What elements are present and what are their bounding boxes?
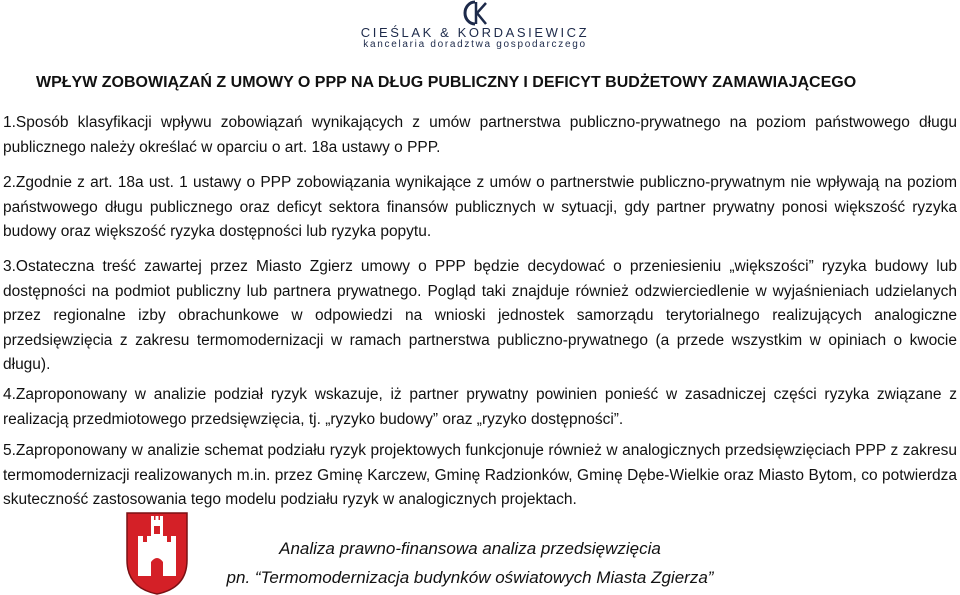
document-title: WPŁYW ZOBOWIĄZAŃ Z UMOWY O PPP NA DŁUG PUBLICZNY I DEFICYT BUDŻETOWY ZAMAWIAJĄCEGO [36, 74, 857, 91]
logo-tagline: kancelaria doradztwa gospodarczego [363, 39, 587, 50]
paragraph-1: 1.Sposób klasyfikacji wpływu zobowiązań wynikających z umów partnerstwa publiczno-prywatnego na poziom państwowego długu publicznego należy określać w oparciu o art. 18a ustawy o PPP. [3, 114, 957, 156]
company-logo [355, 0, 595, 52]
zgierz-coat-of-arms-icon [124, 510, 190, 595]
footer-caption [200, 534, 740, 592]
paragraph-3: 3.Ostateczna treść zawartej przez Miasto Zgierz umowy o PPP będzie decydować o przeniesieniu „większości” ryzyka budowy lub dostępności na podmiot publiczny lub partnera prywatnego. Pogląd taki znajduje również odzwierciedlenie w wyjaśnieniach udzielanych przez regionalne izby obrachunkowe w odpowiedzi na wnioski jednostek samorządu terytorialnego realizujących analogiczne przedsięwzięcia z zakresu termomodernizacji w ramach partnerstwa publiczno-prywatnego (a przede wszystkim w opiniach o kwocie długu). [3, 258, 957, 373]
ck-monogram-icon [458, 0, 490, 26]
paragraph-4: 4.Zaproponowany w analizie podział ryzyk wskazuje, iż partner prywatny powinien ponieść w zasadniczej części ryzyka związane z realizacją przedmiotowego przedsięwzięcia, tj. „ryzyko budowy” oraz „ryzyko dostępności”. [3, 386, 957, 428]
paragraph-2: 2.Zgodnie z art. 18a ust. 1 ustawy o PPP zobowiązania wynikające z umów o partnerstwie publiczno-prywatnym nie wpływają na poziom państwowego długu publicznego oraz deficyt sektora finansów publicznych w sytuacji, gdy partner prywatny ponosi większość ryzyka budowy oraz większość ryzyka dostępności lub ryzyka popytu. [3, 174, 957, 240]
logo-company-name: CIEŚLAK & KORDASIEWICZ [360, 25, 590, 40]
footer-line-1: Analiza prawno-finansowa analiza przedsięwzięcia [279, 539, 661, 558]
footer-line-2: pn. “Termomodernizacja budynków oświatowych Miasta Zgierza” [226, 568, 714, 587]
paragraph-5: 5.Zaproponowany w analizie schemat podziału ryzyk projektowych funkcjonuje również w analogicznych przedsięwzięciach PPP z zakresu termomodernizacji realizowanych m.in. przez Gminę Karczew, Gminę Radzionków, Gminę Dębe-Wielkie oraz Miasto Bytom, co potwierdza skuteczność zastosowania tego modelu podziału ryzyk w analogicznych projektach. [3, 442, 957, 508]
